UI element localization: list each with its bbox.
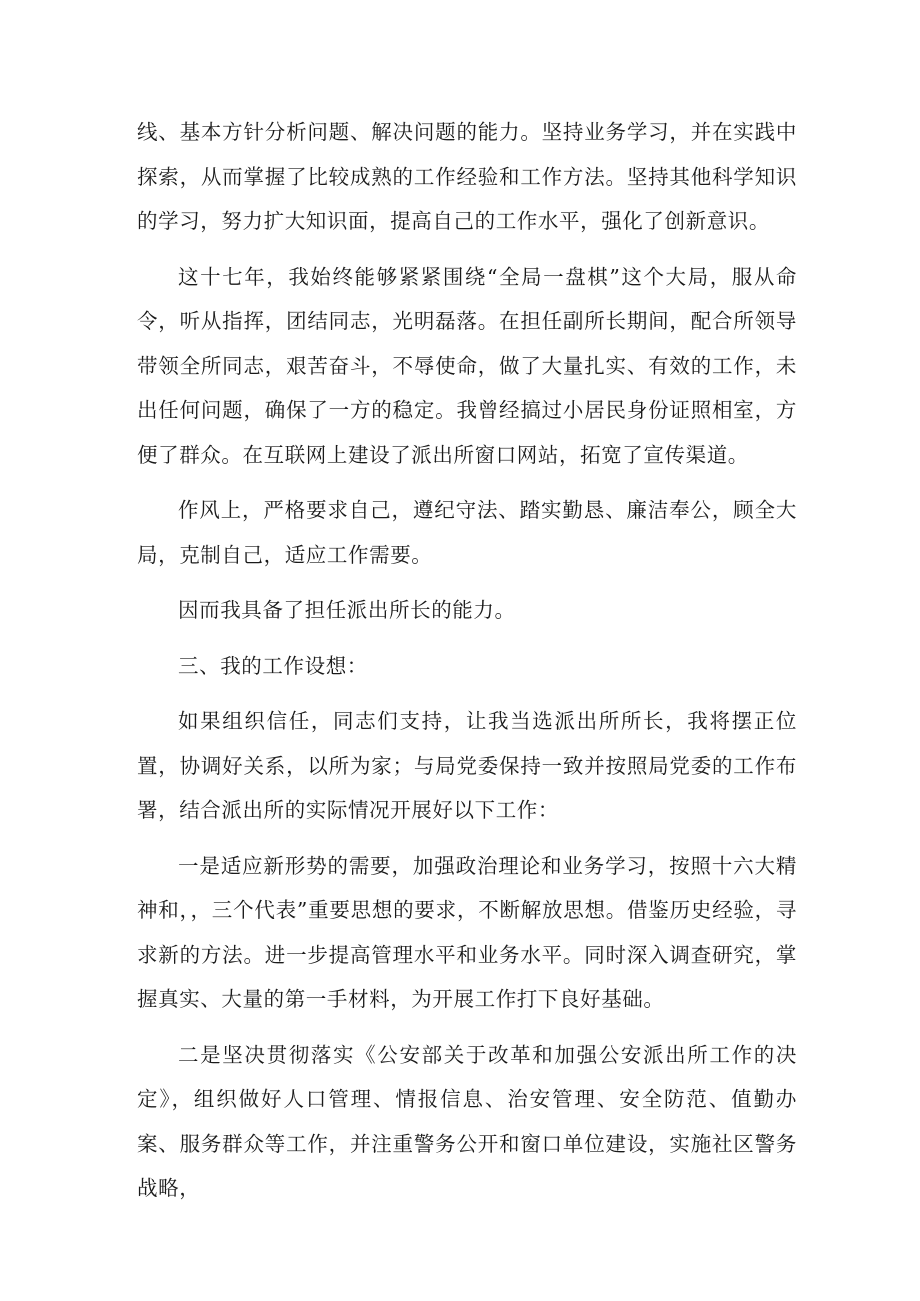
paragraph-point-one: 一是适应新形势的需要，加强政治理论和业务学习，按照十六大精神和，，三个代表”重要思想的要求，不断解放思想。借鉴历史经验，寻求新的方法。进一步提高管理水平和业务水平。同时深入调查研究，掌握真实、大量的第一手材料，为开展工作打下良好基础。 (137, 853, 797, 1011)
paragraph-point-two: 二是坚决贯彻落实《公安部关于改革和加强公安派出所工作的决定》，组织做好人口管理、情报信息、治安管理、安全防范、值勤办案、服务群众等工作，并注重警务公开和窗口单位建设，实施社区警务战略， (137, 1042, 797, 1200)
paragraph-continuation: 线、基本方针分析问题、解决问题的能力。坚持业务学习，并在实践中探索，从而掌握了比较成熟的工作经验和工作方法。坚持其他科学知识的学习，努力扩大知识面，提高自己的工作水平，强化了创新意识。 (137, 120, 797, 233)
paragraph-seventeen-years: 这十七年，我始终能够紧紧围绕“全局一盘棋”这个大局，服从命令，听从指挥，团结同志，光明磊落。在担任副所长期间，配合所领导带领全所同志，艰苦奋斗，不辱使命，做了大量扎实、有效的工作，未出任何问题，确保了一方的稳定。我曾经搞过小居民身份证照相室，方便了群众。在互联网上建设了派出所窗口网站，拓宽了宣传渠道。 (137, 264, 797, 467)
paragraph-work-style: 作风上，严格要求自己，遵纪守法、踏实勤恳、廉洁奉公，顾全大局，克制自己，适应工作需要。 (137, 498, 797, 567)
paragraph-capability: 因而我具备了担任派出所长的能力。 (178, 598, 516, 622)
document-body (137, 110, 797, 1222)
paragraph-if-elected: 如果组织信任，同志们支持，让我当选派出所所长，我将摆正位置，协调好关系，以所为家；与局党委保持一致并按照局党委的工作布署，结合派出所的实际情况开展好以下工作： (137, 709, 797, 822)
section-heading-work-plan: 三、我的工作设想： (178, 653, 368, 678)
